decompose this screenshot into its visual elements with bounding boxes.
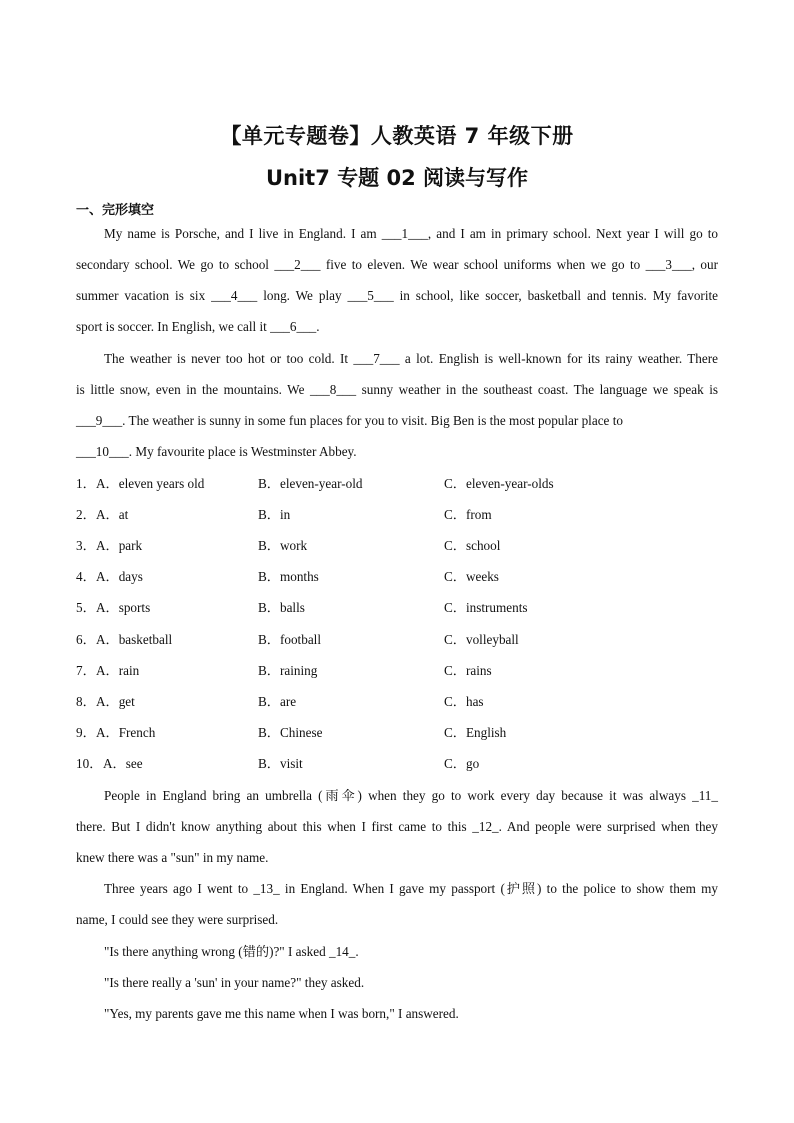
option-b: B．balls <box>258 600 305 615</box>
option-b: B．visit <box>258 756 303 771</box>
option-b: B．work <box>258 538 308 553</box>
question-number: 9． <box>76 725 96 740</box>
passage2-line: there. But I didn't know anything about this when I first came to this _12_. And people were surprised when they <box>76 819 718 834</box>
option-b: B．in <box>258 507 291 522</box>
question-number: 10． <box>76 756 103 771</box>
option-c: C．weeks <box>444 569 499 584</box>
passage1-line: sport is soccer. In English, we call it ___6___. <box>76 319 320 334</box>
passage2-line: Three years ago I went to _13_ in England. When I gave my passport (护照) to the police to show them my <box>104 881 718 896</box>
option-a: A．French <box>96 725 156 740</box>
option-a: A．basketball <box>96 632 173 647</box>
option-c: C．has <box>444 694 484 709</box>
option-a: A．at <box>96 507 129 522</box>
passage2-line: People in England bring an umbrella (雨伞) when they go to work every day because it was always _11_ <box>104 788 718 803</box>
question-number: 8． <box>76 694 96 709</box>
passage1-line: ___9___. The weather is sunny in some fun places for you to visit. Big Ben is the most popular place to <box>76 413 623 428</box>
question-number: 6． <box>76 632 96 647</box>
passage2-line: name, I could see they were surprised. <box>76 912 279 927</box>
option-c: C．eleven-year-olds <box>444 476 554 491</box>
option-b: B．football <box>258 632 322 647</box>
option-c: C．from <box>444 507 492 522</box>
option-a: A．rain <box>96 663 140 678</box>
question-number: 4． <box>76 569 96 584</box>
passage1-line: The weather is never too hot or too cold. It ___7___ a lot. English is well-known for its rainy weather. There <box>104 351 718 366</box>
option-b: B．Chinese <box>258 725 323 740</box>
option-c: C．English <box>444 725 507 740</box>
page-subtitle: Unit7 专题 02 阅读与写作 <box>265 166 528 190</box>
page-title: 【单元专题卷】人教英语 7 年级下册 <box>220 124 574 148</box>
question-number: 1． <box>76 476 96 491</box>
passage1-line: is little snow, even in the mountains. We ___8___ sunny weather in the southeast coast. The language we speak is <box>76 382 718 397</box>
question-number: 7． <box>76 663 96 678</box>
passage1-line: summer vacation is six ___4___ long. We play ___5___ in school, like soccer, basketball and tennis. My favorite <box>76 288 718 303</box>
section-heading: 一、完形填空 <box>76 203 155 218</box>
passage2-line: "Is there really a 'sun' in your name?" they asked. <box>104 975 365 990</box>
option-c: C．school <box>444 538 501 553</box>
option-c: C．volleyball <box>444 632 519 647</box>
option-a: A．sports <box>96 600 151 615</box>
passage2-line: knew there was a "sun" in my name. <box>76 850 269 865</box>
option-b: B．eleven-year-old <box>258 476 363 491</box>
option-a: A．park <box>96 538 143 553</box>
option-a: A．eleven years old <box>96 476 205 491</box>
option-a: A．days <box>96 569 143 584</box>
passage1-line: secondary school. We go to school ___2___ five to eleven. We wear school uniforms when we go to ___3___, our <box>76 257 718 272</box>
option-b: B．months <box>258 569 319 584</box>
option-c: C．go <box>444 756 480 771</box>
passage2-line: "Is there anything wrong (错的)?" I asked _14_. <box>104 944 359 959</box>
question-number: 5． <box>76 600 96 615</box>
passage1-line: ___10___. My favourite place is Westminster Abbey. <box>76 444 357 459</box>
passage1-line: My name is Porsche, and I live in England. I am ___1___, and I am in primary school. Next year I will go to <box>104 226 718 241</box>
option-b: B．raining <box>258 663 318 678</box>
option-a: A．see <box>103 756 143 771</box>
option-c: C．rains <box>444 663 492 678</box>
passage2-line: "Yes, my parents gave me this name when I was born," I answered. <box>104 1006 459 1021</box>
option-c: C．instruments <box>444 600 528 615</box>
option-a: A．get <box>96 694 135 709</box>
question-number: 2． <box>76 507 96 522</box>
option-b: B．are <box>258 694 297 709</box>
question-number: 3． <box>76 538 96 553</box>
